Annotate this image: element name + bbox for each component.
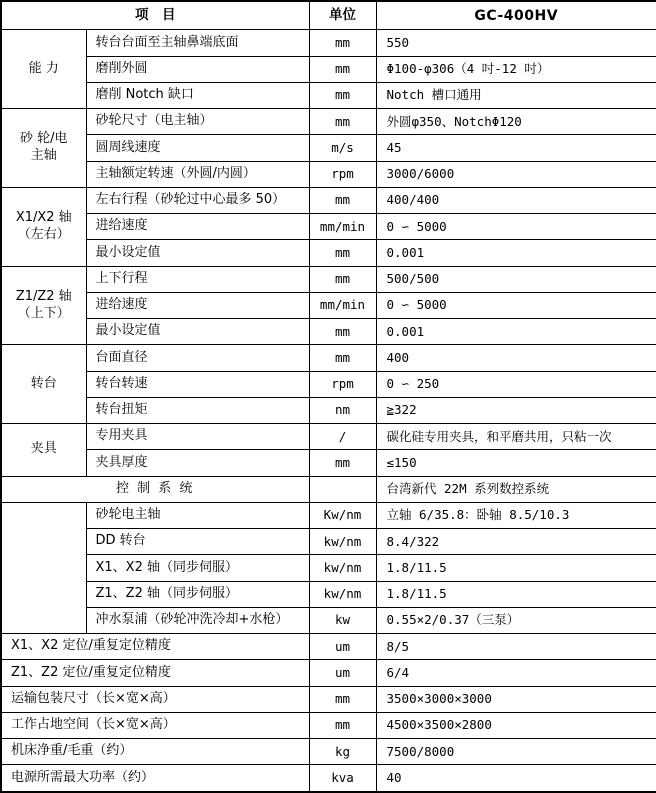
group-label: （左右）: [17, 226, 70, 242]
unit-cell: kw/nm: [309, 555, 376, 581]
value-cell: 1.8/11.5: [376, 581, 656, 607]
spec-row: [1, 161, 656, 187]
value-cell: 0.001: [376, 240, 656, 266]
item-cell: 砂轮电主轴: [86, 502, 309, 528]
unit-cell: kg: [309, 739, 376, 765]
unit-cell: kva: [309, 765, 376, 792]
spec-row: [1, 555, 656, 581]
unit-cell: mm: [309, 30, 376, 56]
unit-cell: mm: [309, 82, 376, 108]
value-cell: ≧322: [376, 397, 656, 423]
spec-row: [1, 581, 656, 607]
item-cell: 圆周线速度: [86, 135, 309, 161]
spec-row: [1, 686, 656, 712]
spec-row: [1, 424, 656, 450]
header-row: [1, 1, 656, 30]
group-cell-capability: [1, 30, 86, 109]
unit-cell: mm: [309, 712, 376, 738]
unit-cell: mm: [309, 319, 376, 345]
value-cell: 0.001: [376, 319, 656, 345]
unit-cell: kw/nm: [309, 581, 376, 607]
spec-row: [1, 345, 656, 371]
value-cell: 1.8/11.5: [376, 555, 656, 581]
value-cell: 45: [376, 135, 656, 161]
control-system-row: [1, 476, 656, 502]
item-cell: 磨削外圆: [86, 56, 309, 82]
group-cell-wheel-spindle: [1, 109, 86, 188]
item-cell: 最小设定值: [86, 240, 309, 266]
control-system-label: 控 制 系 统: [1, 476, 309, 502]
spec-row: [1, 187, 656, 213]
item-cell: 左右行程（砂轮过中心最多 50）: [86, 187, 309, 213]
column-header-item: 项 目: [1, 1, 309, 30]
group-cell-power: [1, 502, 86, 633]
item-cell: 夹具厚度: [86, 450, 309, 476]
item-cell: X1、X2 定位/重复定位精度: [1, 634, 309, 660]
unit-cell: mm: [309, 266, 376, 292]
item-cell: 冲水泵浦（砂轮冲洗冷却+水枪）: [86, 607, 309, 633]
group-cell-x-axis: [1, 187, 86, 266]
value-cell: ≤150: [376, 450, 656, 476]
item-cell: 专用夹具: [86, 424, 309, 450]
value-cell: 500/500: [376, 266, 656, 292]
spec-row: [1, 371, 656, 397]
group-label: Z1/Z2 轴: [15, 288, 72, 304]
group-cell-z-axis: [1, 266, 86, 345]
column-header-unit: 单位: [309, 1, 376, 30]
spec-row: [1, 712, 656, 738]
spec-row: [1, 765, 656, 792]
value-cell: 3500×3000×3000: [376, 686, 656, 712]
item-cell: 工作占地空间（长×宽×高）: [1, 712, 309, 738]
value-cell: 碳化硅专用夹具，和平磨共用，只粘一次: [376, 424, 656, 450]
spec-row: [1, 397, 656, 423]
spec-row: [1, 529, 656, 555]
value-cell: 400: [376, 345, 656, 371]
item-cell: 转台扭矩: [86, 397, 309, 423]
unit-cell: Kw/nm: [309, 502, 376, 528]
value-cell: Notch 槽口通用: [376, 82, 656, 108]
value-cell: 4500×3500×2800: [376, 712, 656, 738]
unit-cell: rpm: [309, 371, 376, 397]
value-cell: 0 ∽ 5000: [376, 292, 656, 318]
item-cell: 上下行程: [86, 266, 309, 292]
group-label: （上下）: [17, 305, 70, 321]
unit-cell: mm/min: [309, 214, 376, 240]
value-cell: 7500/8000: [376, 739, 656, 765]
item-cell: 台面直径: [86, 345, 309, 371]
item-cell: 砂轮尺寸（电主轴）: [86, 109, 309, 135]
spec-row: [1, 56, 656, 82]
group-label: 能 力: [28, 60, 59, 76]
spec-row: [1, 109, 656, 135]
value-cell: 外圆φ350、NotchΦ120: [376, 109, 656, 135]
unit-cell: mm: [309, 56, 376, 82]
item-cell: 转台转速: [86, 371, 309, 397]
value-cell: 40: [376, 765, 656, 792]
group-label: X1/X2 轴: [15, 209, 72, 225]
unit-cell: /: [309, 424, 376, 450]
unit-cell: kw: [309, 607, 376, 633]
spec-row: [1, 135, 656, 161]
value-cell: 0 ∽ 250: [376, 371, 656, 397]
item-cell: 进给速度: [86, 214, 309, 240]
spec-row: [1, 266, 656, 292]
unit-cell: mm: [309, 345, 376, 371]
item-cell: 最小设定值: [86, 319, 309, 345]
column-header-model: GC-400HV: [376, 1, 656, 30]
value-cell: 400/400: [376, 187, 656, 213]
spec-row: [1, 660, 656, 686]
value-cell: 3000/6000: [376, 161, 656, 187]
item-cell: 转台台面至主轴鼻端底面: [86, 30, 309, 56]
value-cell: 550: [376, 30, 656, 56]
value-cell: 0 ∽ 5000: [376, 214, 656, 240]
spec-row: [1, 607, 656, 633]
spec-row: [1, 739, 656, 765]
unit-cell: mm: [309, 240, 376, 266]
item-cell: Z1、Z2 轴（同步伺服）: [86, 581, 309, 607]
unit-cell: nm: [309, 397, 376, 423]
group-cell-turntable: [1, 345, 86, 424]
unit-cell: rpm: [309, 161, 376, 187]
group-label: 主轴: [30, 148, 57, 164]
item-cell: X1、X2 轴（同步伺服）: [86, 555, 309, 581]
spec-row: [1, 319, 656, 345]
unit-cell: mm/min: [309, 292, 376, 318]
item-cell: 磨削 Notch 缺口: [86, 82, 309, 108]
unit-cell: um: [309, 634, 376, 660]
unit-cell: [309, 476, 376, 502]
item-cell: 主轴额定转速（外圆/内圆）: [86, 161, 309, 187]
value-cell: 8/5: [376, 634, 656, 660]
unit-cell: um: [309, 660, 376, 686]
spec-row: [1, 30, 656, 56]
value-cell: 台湾新代 22M 系列数控系统: [376, 476, 656, 502]
group-label: 夹具: [30, 441, 57, 457]
item-cell: Z1、Z2 定位/重复定位精度: [1, 660, 309, 686]
item-cell: 运输包装尺寸（长×宽×高）: [1, 686, 309, 712]
spec-row: [1, 82, 656, 108]
unit-cell: mm: [309, 187, 376, 213]
item-cell: 机床净重/毛重（约）: [1, 739, 309, 765]
spec-row: [1, 240, 656, 266]
unit-cell: mm: [309, 686, 376, 712]
spec-row: [1, 634, 656, 660]
spec-row: [1, 292, 656, 318]
item-cell: DD 转台: [86, 529, 309, 555]
item-cell: 进给速度: [86, 292, 309, 318]
unit-cell: mm: [309, 109, 376, 135]
spec-row: [1, 502, 656, 528]
value-cell: 0.55×2/0.37（三泵）: [376, 607, 656, 633]
item-cell: 电源所需最大功率（约）: [1, 765, 309, 792]
unit-cell: m/s: [309, 135, 376, 161]
value-cell: Φ100-φ306（4 吋-12 吋）: [376, 56, 656, 82]
value-cell: 8.4/322: [376, 529, 656, 555]
spec-row: [1, 214, 656, 240]
value-cell: 6/4: [376, 660, 656, 686]
value-cell: 立轴 6/35.8：卧轴 8.5/10.3: [376, 502, 656, 528]
group-cell-fixture: [1, 424, 86, 477]
group-label: 砂 轮/电: [19, 131, 68, 147]
group-label: 转台: [30, 375, 57, 391]
spec-row: [1, 450, 656, 476]
unit-cell: kw/nm: [309, 529, 376, 555]
unit-cell: mm: [309, 450, 376, 476]
